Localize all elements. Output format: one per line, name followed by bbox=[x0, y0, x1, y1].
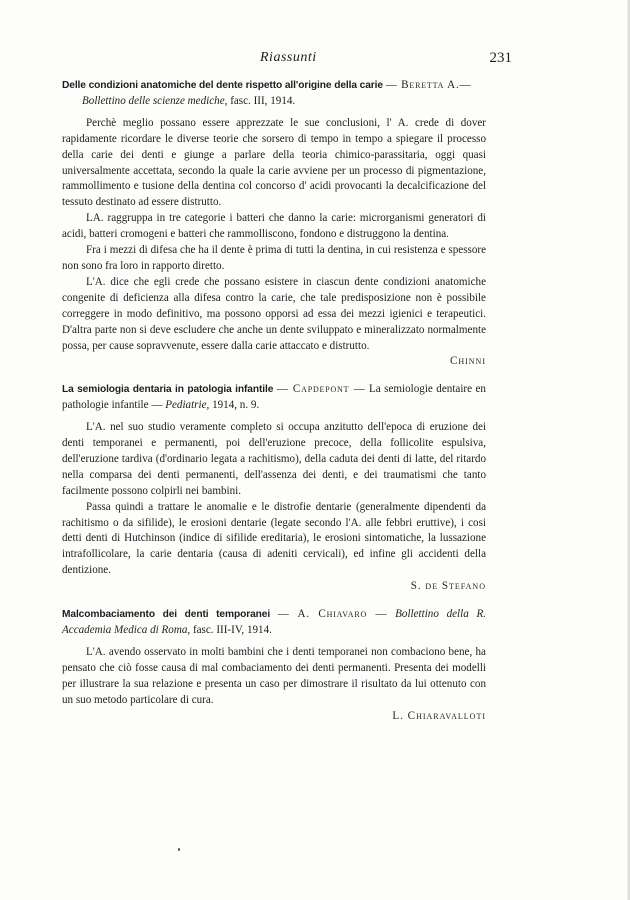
article-3-heading bbox=[62, 607, 486, 639]
article-2-paragraph-2: Passa quindi a trattare le anomalie e le distrofie dentarie (generalmente dipendenti da rachitismo o da sifilide), le erosioni dentarie (legate secondo l'A. alle febbri eruttive), i cosi detti denti di Hutchinson (indice di sifilide ereditaria), le erosioni sintomatiche, la lussazione intrafollicolare, la carie dentaria (causa di adeniti cervicali), ed infine gli accidenti della dentizione. bbox=[62, 500, 486, 577]
page-content bbox=[62, 78, 486, 736]
article-2-source-details: 1914, n. 9. bbox=[212, 399, 260, 412]
article-1-paragraph-4: L'A. dice che egli crede che possano esistere in ciascun dente condizioni anatomiche congenite di deficienza alla difesa contro la carie, che tale predisposizione non è possibile correggere in modo definitivo, ma possono opporsi ad essa dei mezzi igienici e terapeutici. D'altra parte non si deve escludere che anche un dente sviluppato e mineralizzato normalmente possa, per cause sopravvenute, essere dalla carie attaccato e distrutto. bbox=[62, 275, 486, 352]
article-1-author: — Beretta A.— bbox=[385, 79, 472, 91]
article-1-source-line bbox=[62, 94, 486, 110]
article-1-heading bbox=[62, 78, 486, 94]
article-2-author: — Capdepont — bbox=[276, 383, 366, 396]
article-3-source: Bollettino della R. Accademia Medica di Roma, bbox=[62, 608, 487, 636]
page-number: 231 bbox=[489, 50, 512, 66]
article-1-source-details: fasc. III, 1914. bbox=[230, 94, 296, 107]
article-3-source-details: fasc. III-IV, 1914. bbox=[192, 624, 272, 636]
article-2-source: Pediatrie, bbox=[165, 399, 210, 412]
article-1 bbox=[62, 78, 486, 370]
article-2-paragraph-1: L'A. nel suo studio veramente completo si occupa anzitutto dell'epoca di eruzione dei denti temporanei e permanenti, poi dell'eruzione precoce, della follicolite espulsiva, dell'eruzione tardiva (d'ordinario legata a rachitismo), della caduta dei denti di latte, del ritardo nella comparsa dei denti permanenti, dell'assenza dei denti, e dei traumatismi che tanto facilmente possono colpirli nei bambini. bbox=[62, 421, 486, 497]
article-2 bbox=[62, 382, 486, 595]
article-3-paragraph-1: L'A. avendo osservato in molti bambini che i denti temporanei non combaciono bene, ha pensato che ciò fosse causa di mal combaciamento dei denti permanenti. Presenta dei modelli per illustrare la sua relazione e presenta un caso per dimostrare il risultato da lui ottenuto con un suo metodo particolare di cura. bbox=[62, 645, 486, 706]
article-1-signature: Chinni bbox=[449, 355, 486, 368]
article-1-title: Delle condizioni anatomiche del dente rispetto all'origine della carie bbox=[62, 80, 383, 91]
article-1-source: Bollettino delle scienze mediche, bbox=[82, 94, 228, 107]
article-3-title: Malcombaciamento dei denti temporanei bbox=[62, 609, 271, 621]
article-1-paragraph-3: Fra i mezzi di difesa che ha il dente è prima di tutti la dentina, in cui resistenza e spessore non sono fra loro in rapporto diretto. bbox=[62, 244, 486, 272]
article-1-paragraph-1: Perchè meglio possano essere apprezzate le sue conclusioni, l' A. crede di dover rapidamente ricordare le diverse teorie che sorsero di tempo in tempo a spiegare il processo della carie dei denti e giunge a parlare della teoria chimico-parassitaria, oggi quasi universalmente accettata, secondo la quale la carie avviene per un processo di pigmentazione, rammollimento e tusione della dentina col concorso d' acidi provocanti la decalcificazione del tessuto destinato ad essere distrutto. bbox=[62, 116, 486, 209]
article-2-heading bbox=[62, 382, 486, 414]
ink-speck bbox=[178, 848, 180, 851]
article-3-author: — A. Chiavaro — bbox=[277, 608, 388, 621]
article-2-title: La semiologia dentaria in patologia infantile bbox=[62, 384, 274, 396]
article-2-source-pre: La semiologie dentaire en pathologie infantile — bbox=[62, 383, 486, 412]
article-3-signature: L. Chiaravalloti bbox=[392, 709, 486, 722]
article-1-paragraph-2: LA. raggruppa in tre categorie i batteri che danno la carie: microrganismi generatori di acidi, batteri cromogeni e batteri che rammolliscono, fondono e distruggono la dentina. bbox=[62, 212, 486, 241]
article-3 bbox=[62, 607, 486, 724]
article-2-signature: S. de Stefano bbox=[410, 580, 486, 593]
running-title: Riassunti bbox=[260, 50, 317, 65]
